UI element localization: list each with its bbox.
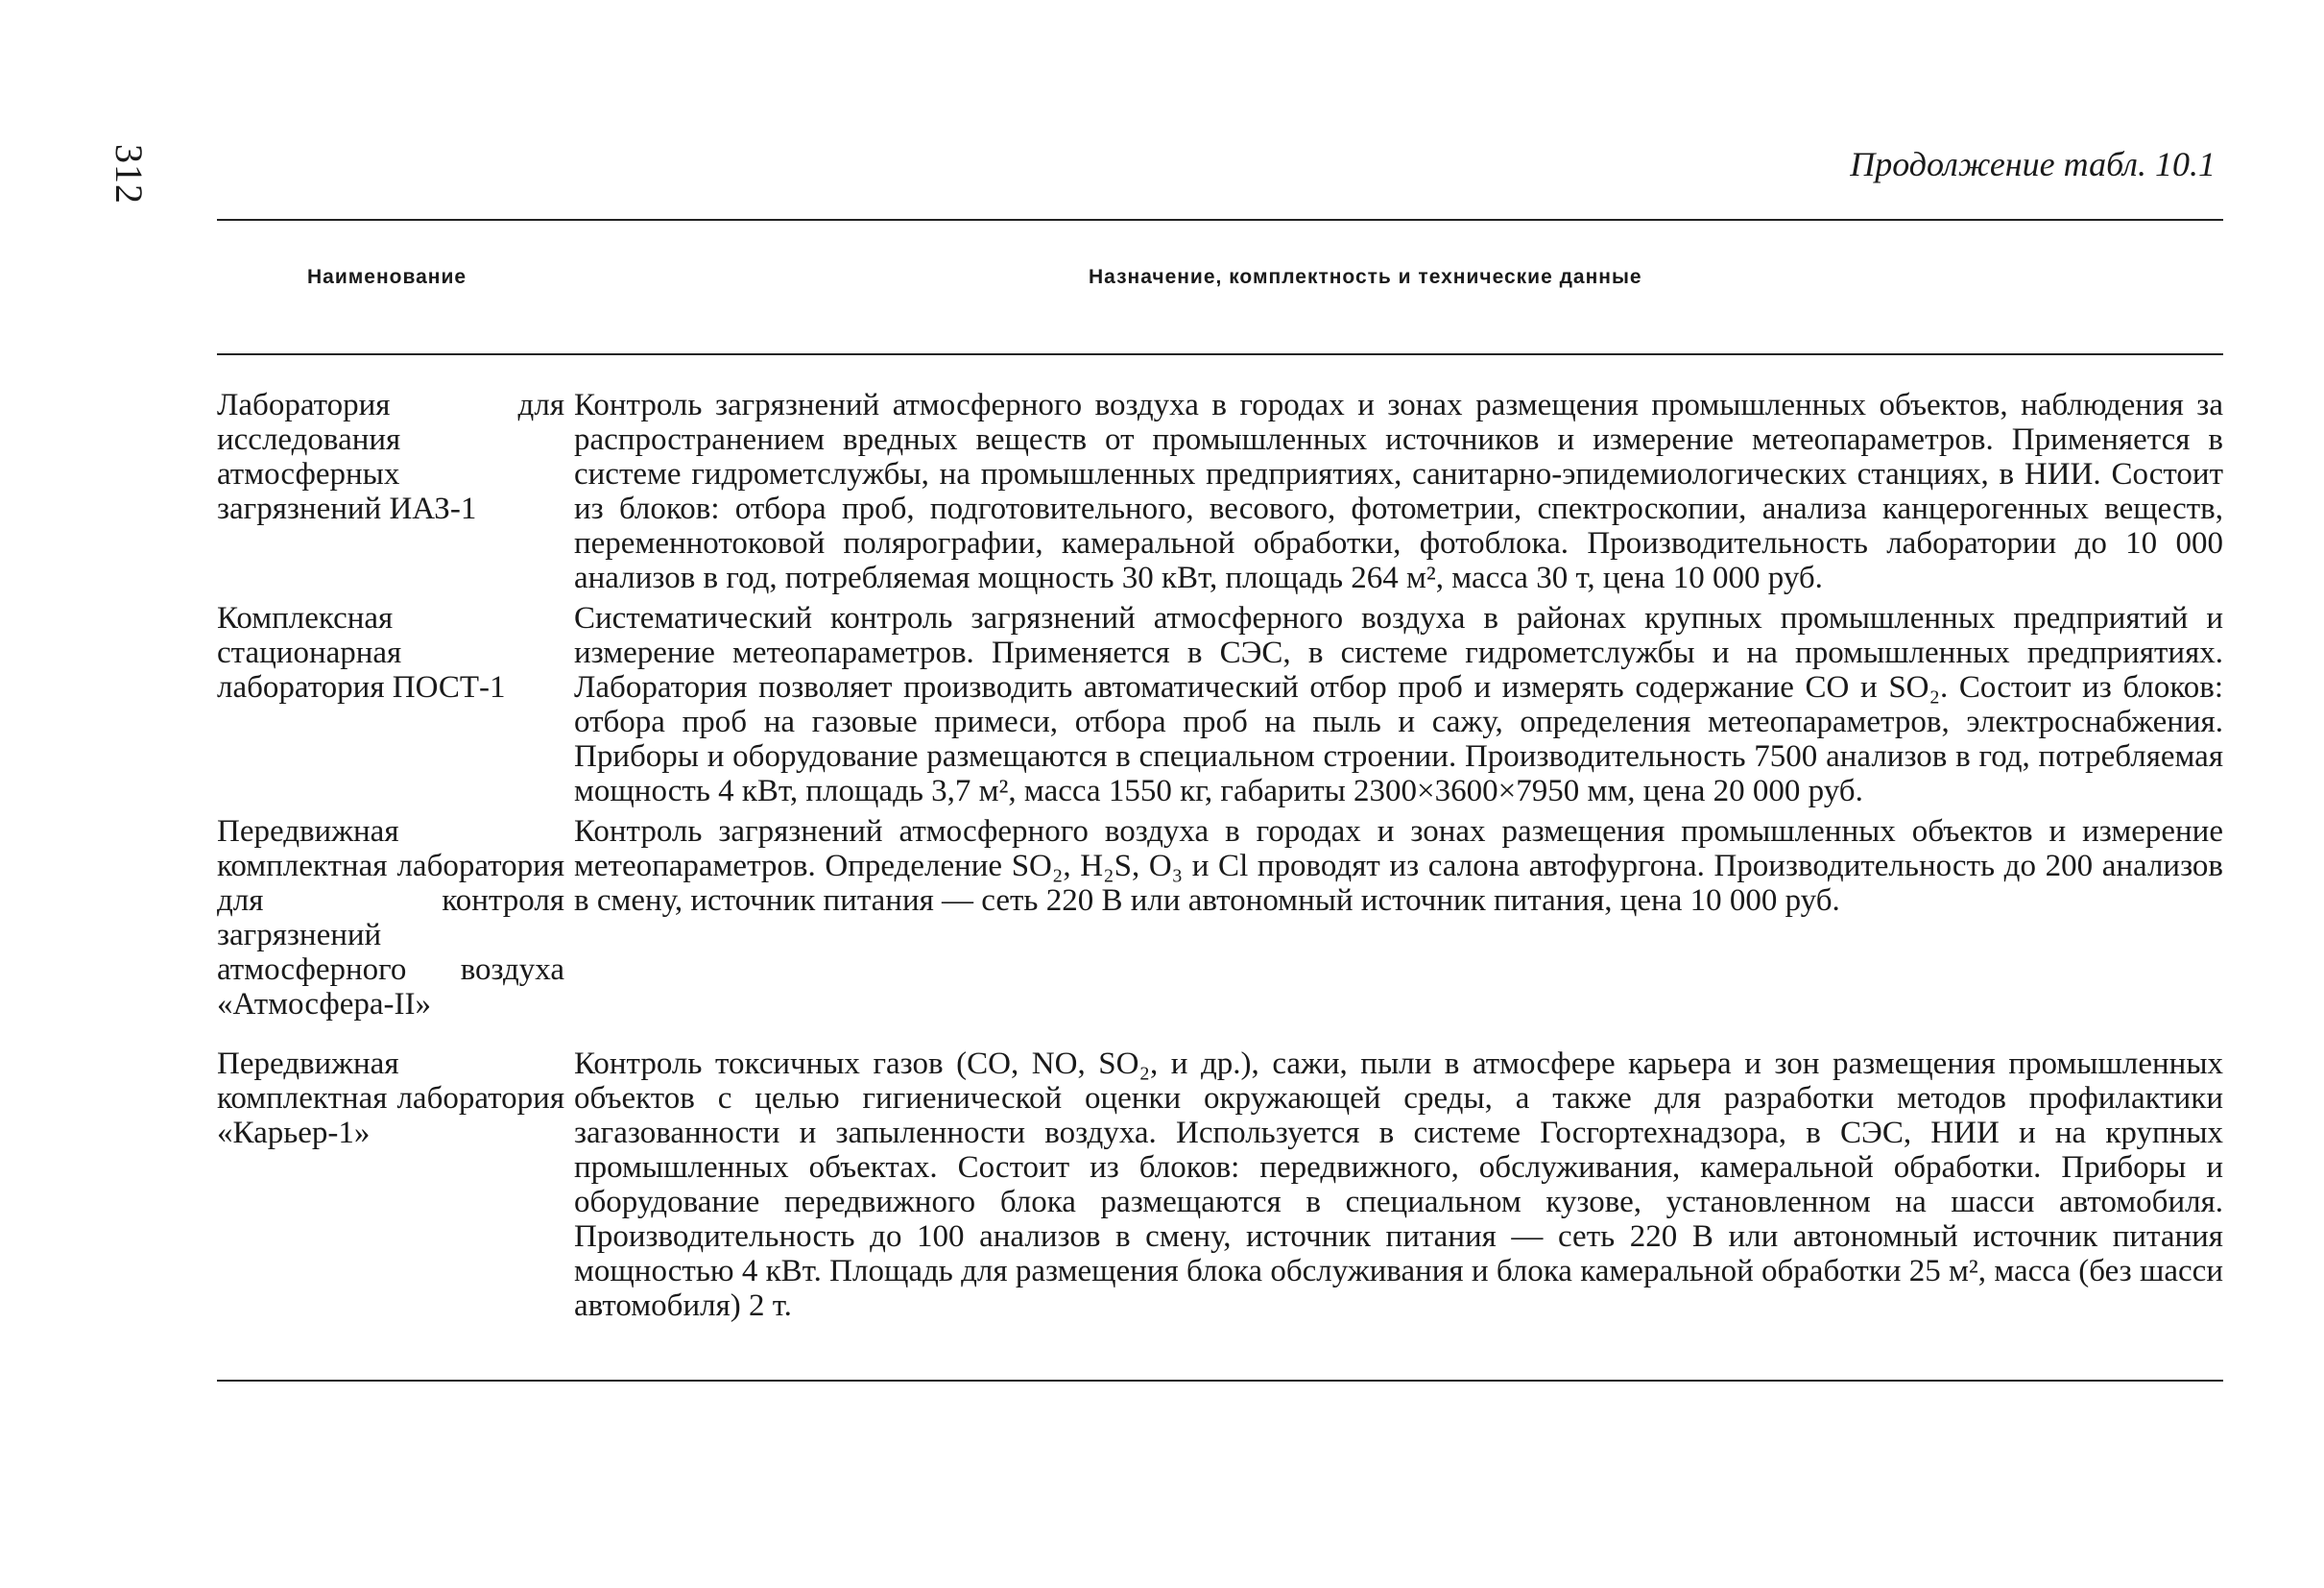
- row-description: Систематический контроль загрязнений атмосферного воздуха в районах крупных промышленных предприятий и измерение метеопараметров. Применяется в СЭС, в системе гидрометслужбы и на промышленных предприятиях. Лаборатория позволяет производить автоматический отбор проб и измерять содержание СО и SO₂. Состоит из блоков: отбора проб на газовые примеси, отбора проб на пыль и сажу, определения метеопараметров, электроснабжения. Приборы и оборудование размещаются в специальном строении. Производительность 7500 анализов в год, потребляемая мощность 4 кВт, площадь 3,7 м², масса 1550 кг, габариты 2300×3600×7950 мм, цена 20 000 руб.: [574, 601, 2223, 808]
- table-body: [217, 388, 2223, 1329]
- column-header-description: Назначение, комплектность и технические данные: [1089, 266, 1642, 288]
- row-description: Контроль загрязнений атмосферного воздуха в городах и зонах размещения промышленных объектов, наблюдения за распространением вредных веществ от промышленных источников и измерение метеопараметров. Применяется в системе гидрометслужбы, на промышленных предприятиях, санитарно-эпидемиологических станциях, в НИИ. Состоит из блоков: отбора проб, подготовительного, весового, фотометрии, спектроскопии, анализа канцерогенных веществ, переменнотоковой полярографии, камеральной обработки, фотоблока. Производительность лаборатории до 10 000 анализов в год, потребляемая мощность 30 кВт, площадь 264 м², масса 30 т, цена 10 000 руб.: [574, 388, 2223, 595]
- table-row-iaz-1: [217, 388, 2223, 595]
- row-description: Контроль загрязнений атмосферного воздуха в городах и зонах размещения промышленных объектов и измерение метеопараметров. Определение SO₂, H₂S, O₃ и Cl проводят из салона автофургона. Производительность до 200 анализов в смену, источник питания — сеть 220 В или автономный источник питания, цена 10 000 руб.: [574, 814, 2223, 918]
- row-name: Комплексная стационарная лаборатория ПОСТ-1: [217, 601, 506, 705]
- table-bottom-rule: [217, 1380, 2223, 1382]
- running-head: Продолжение табл. 10.1: [1850, 145, 2216, 183]
- table-row-atmosfera-ii: [217, 814, 2223, 1022]
- page-number: 312: [108, 144, 151, 205]
- row-name: Передвижная комплектная лаборатория для контроля загрязнений атмосферного воздуха «Атмосфера-II»: [217, 814, 564, 1022]
- row-name: Лаборатория для исследования атмосферных загрязнений ИАЗ-1: [217, 388, 564, 526]
- table-top-rule: [217, 219, 2223, 221]
- table-row-karer-1: [217, 1047, 2223, 1323]
- row-description: Контроль токсичных газов (CO, NO, SO₂, и др.), сажи, пыли в атмосфере карьера и зон размещения промышленных объектов с целью гигиенической оценки окружающей среды, а также для разработки методов профилактики загазованности и запыленности воздуха. Используется в системе Госгортехнадзора, в СЭС, НИИ и на крупных промышленных объектах. Состоит из блоков: передвижного, обслуживания, камеральной обработки. Приборы и оборудование передвижного блока размещаются в специальном кузове, установленном на шасси автомобиля. Производительность до 100 анализов в смену, источник питания — сеть 220 В или автономный источник питания мощностью 4 кВт. Площадь для размещения блока обслуживания и блока камеральной обработки 25 м², масса (без шасси автомобиля) 2 т.: [574, 1047, 2223, 1323]
- table-header-rule: [217, 353, 2223, 355]
- table-row-post-1: [217, 601, 2223, 808]
- column-header-name: Наименование: [307, 266, 467, 288]
- row-name: Передвижная комплектная лаборатория «Карьер-1»: [217, 1047, 564, 1150]
